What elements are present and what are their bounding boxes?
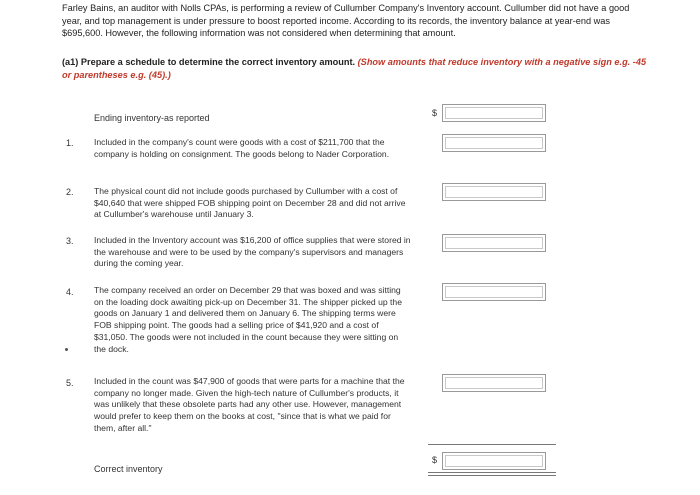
ending-inventory-label: Ending inventory-as reported [94, 113, 210, 123]
item-description: Included in the count was $47,900 of goods that were parts for a machine that the company no longer made. Given the high-tech nature of Cullumber's products, it was unlikely that these obsolete parts had any other use. However, management would prefer to keep them on the books at cost, "since that is what we paid for them, after all." [94, 376, 405, 433]
bullet-marker [65, 348, 68, 351]
instruction-note: (Show amounts that reduce inventory with a negative sign e.g. -45 or parentheses e.g. (45).) [62, 57, 647, 80]
item-description: Included in the company's count were goods with a cost of $211,700 that the company is holding on consignment. The goods belong to Nader Corporation. [94, 137, 390, 159]
instruction-main: (a1) Prepare a schedule to determine the correct inventory amount. [62, 57, 356, 67]
correct-inventory-label: Correct inventory [94, 464, 163, 474]
total-double-rule [428, 475, 556, 476]
item-2-adjustment-input[interactable] [442, 183, 546, 201]
correct-inventory-input[interactable] [442, 452, 546, 470]
problem-intro: Farley Bains, an auditor with Nolls CPAs, is performing a review of Cullumber Company's Inventory account. Cullumber did not have a good year, and top management is under pressure to boost reported income. According to its records, the inventory balance at year-end was $695,600. However, the following information was not considered when determining that amount. [62, 3, 630, 39]
subtotal-rule [428, 444, 556, 445]
item-description: The company received an order on December 29 that was boxed and was sitting on the loading dock awaiting pick-up on December 31. The shipper picked up the goods on January 1 and delivered them on January 6. The shipping terms were FOB shipping point. The goods had a selling price of $41,920 and a cost of $31,050. The goods were not included in the count because they were sitting on the dock. [94, 285, 402, 354]
item-description: Included in the Inventory account was $16,200 of office supplies that were stored in the warehouse and were to be used by the company's supervisors and managers during the coming year. [94, 235, 411, 269]
instruction [62, 56, 647, 81]
item-number: 5. [66, 378, 74, 388]
ending-inventory-dollar-sign: $ [432, 108, 438, 118]
item-3-adjustment-input[interactable] [442, 234, 546, 252]
item-number: 3. [66, 236, 74, 246]
ending-inventory-input[interactable] [442, 104, 546, 122]
item-1-adjustment-input[interactable] [442, 134, 546, 152]
item-number: 1. [66, 138, 74, 148]
item-number: 4. [66, 287, 74, 297]
total-double-rule [428, 472, 556, 473]
item-number: 2. [66, 187, 74, 197]
item-5-adjustment-input[interactable] [442, 374, 546, 392]
correct-inventory-dollar-sign: $ [432, 455, 438, 465]
item-4-adjustment-input[interactable] [442, 283, 546, 301]
item-description: The physical count did not include goods purchased by Cullumber with a cost of $40,640 that were shipped FOB shipping point on December 28 and did not arrive at Cullumber's warehouse until January 3. [94, 186, 406, 220]
